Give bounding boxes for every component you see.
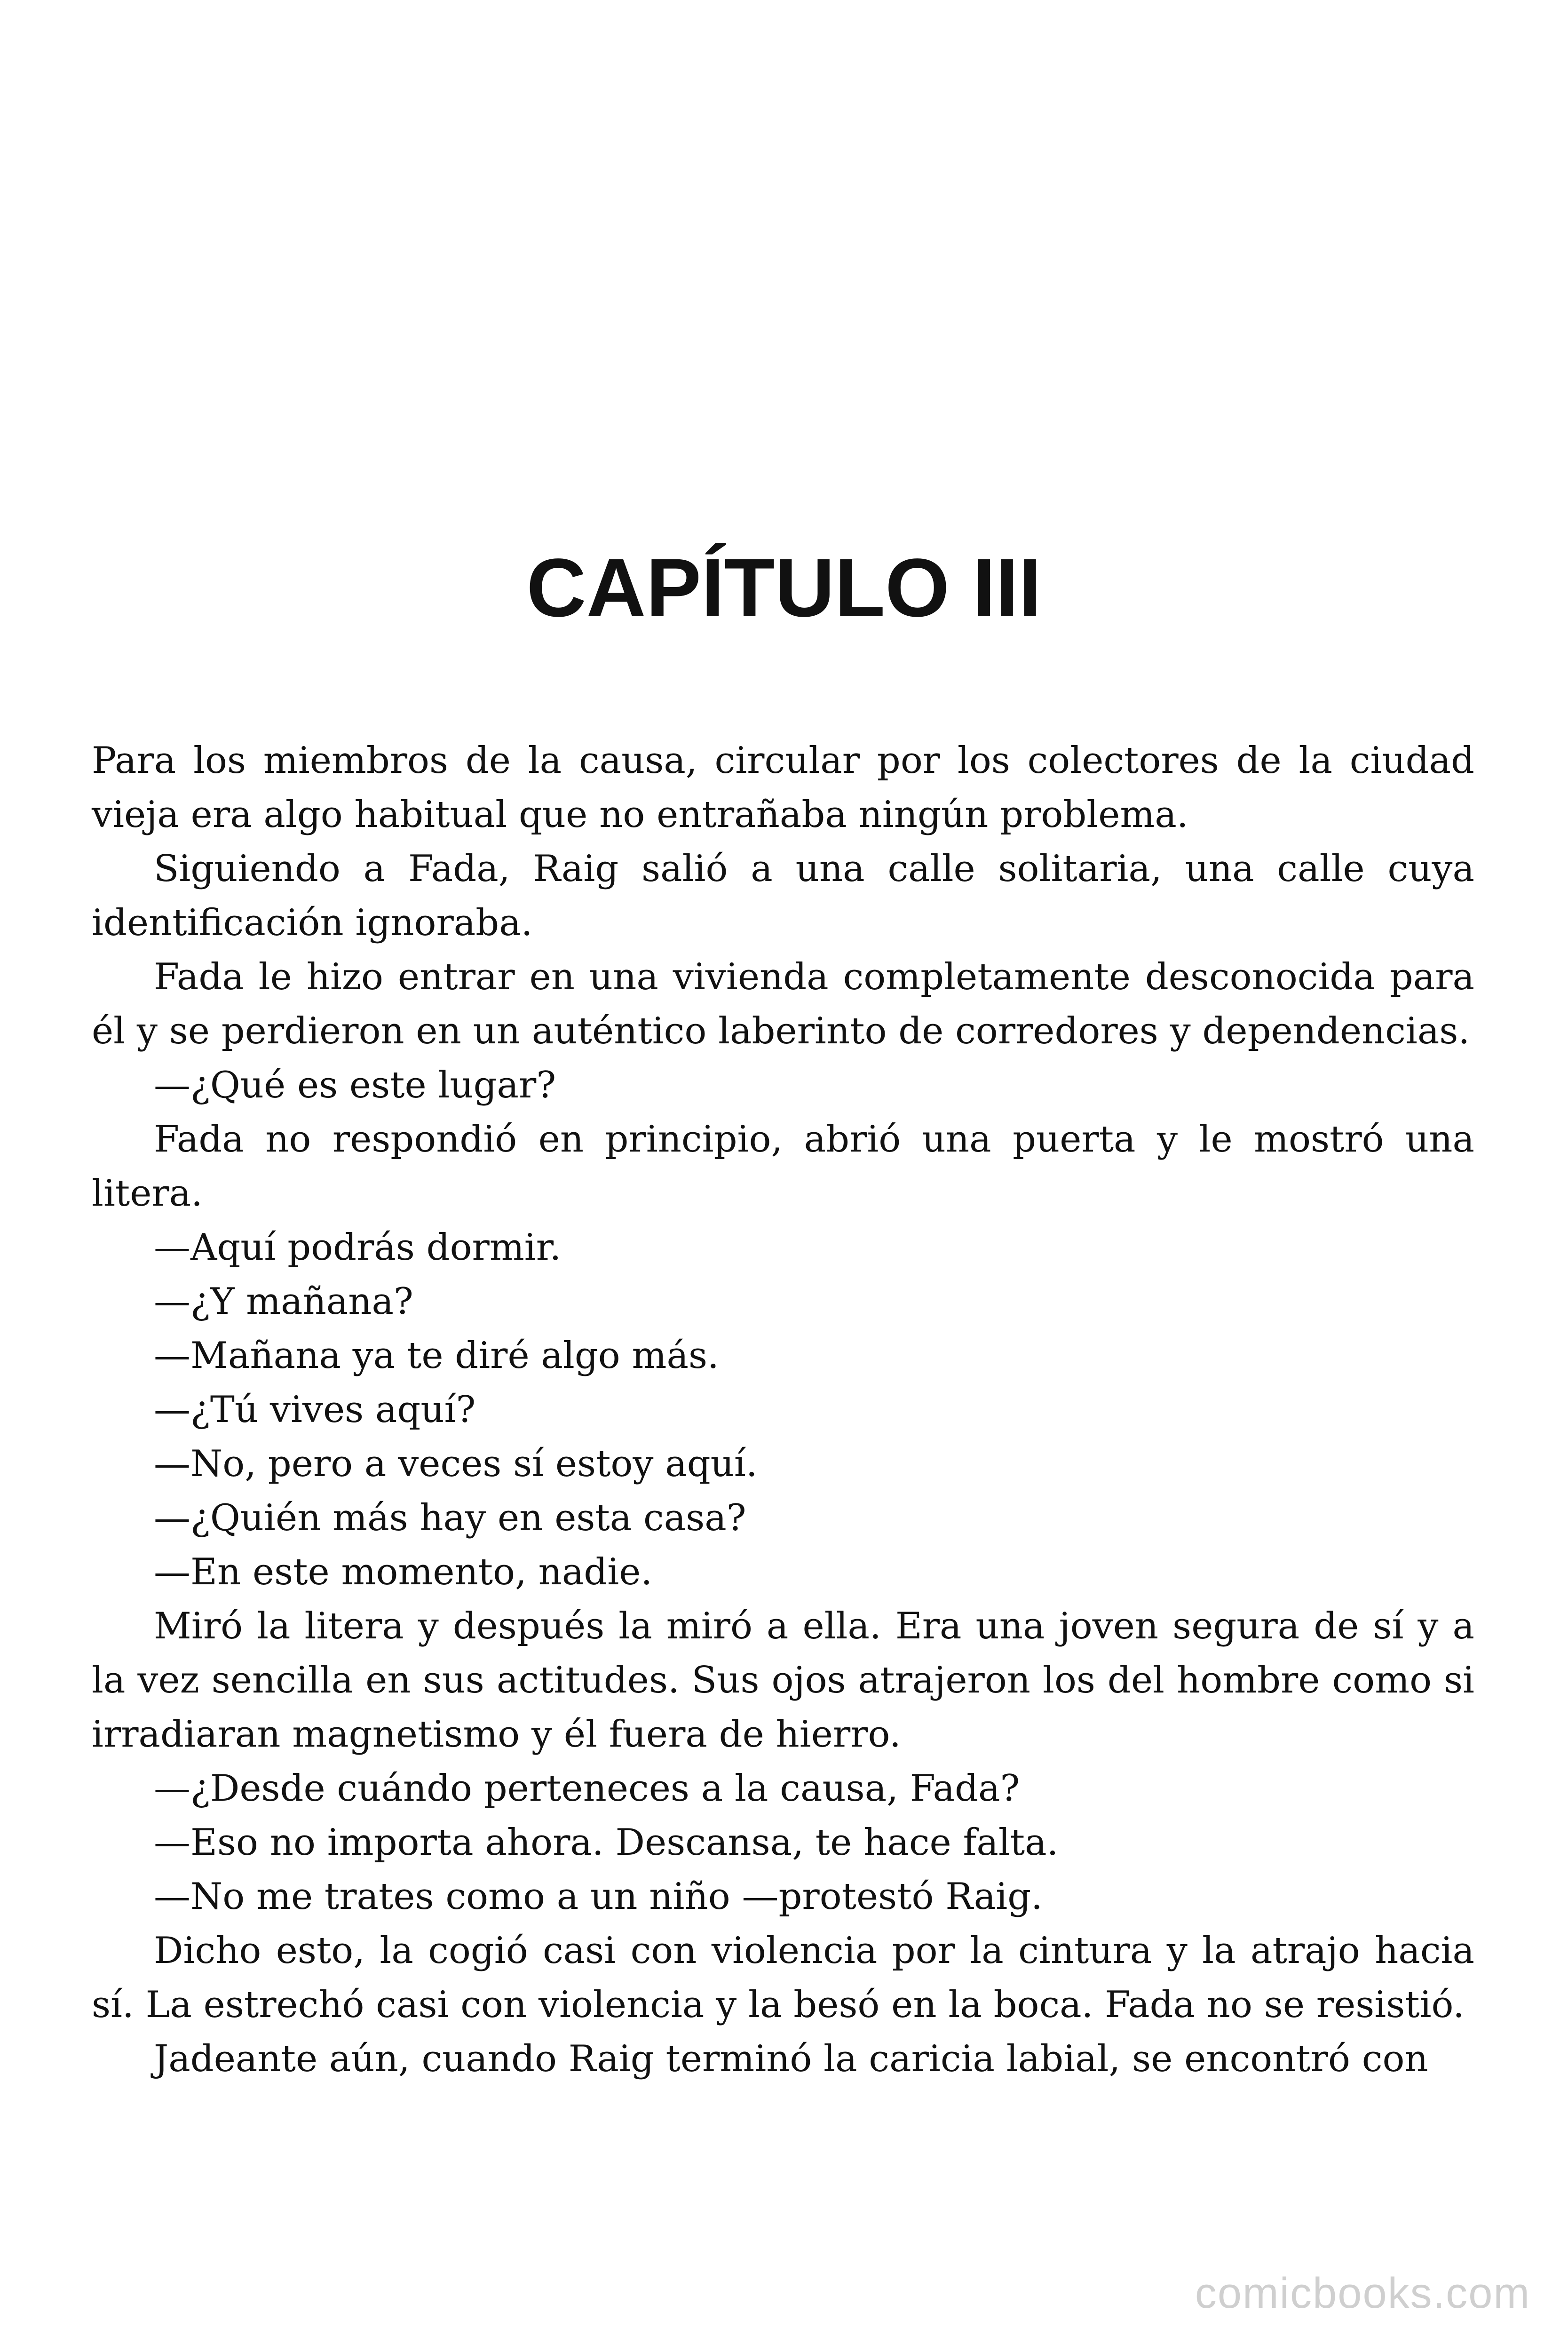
dialogue-line: —Aquí podrás dormir. bbox=[154, 1226, 562, 1269]
dialogue-line: —No me trates como a un niño —protestó Raig. bbox=[154, 1875, 1043, 1918]
paragraph: Fada le hizo entrar en una vivienda completamente desconocida para él y se perdieron en un auténtico laberinto de corredores y dependencias. bbox=[92, 956, 1474, 1052]
chapter-title: CAPÍTULO III bbox=[526, 542, 1042, 634]
watermark: comicbooks.com bbox=[1195, 2269, 1530, 2317]
chapter-body bbox=[92, 734, 1474, 2086]
dialogue-line: —En este momento, nadie. bbox=[154, 1551, 653, 1593]
dialogue-line: —¿Quién más hay en esta casa? bbox=[154, 1497, 746, 1539]
dialogue-line: —¿Qué es este lugar? bbox=[154, 1064, 556, 1106]
paragraph: Fada no respondió en principio, abrió una puerta y le mostró una litera. bbox=[92, 1118, 1474, 1215]
dialogue-line: —Mañana ya te diré algo más. bbox=[154, 1335, 719, 1377]
paragraph: Dicho esto, la cogió casi con violencia por la cintura y la atrajo hacia sí. La estrechó casi con violencia y la besó en la boca. Fada no se resistió. bbox=[92, 1930, 1474, 2026]
paragraph: Para los miembros de la causa, circular por los colectores de la ciudad vieja era algo habitual que no entrañaba ningún problema. bbox=[92, 739, 1474, 836]
dialogue-line: —¿Desde cuándo perteneces a la causa, Fada? bbox=[154, 1767, 1020, 1810]
paragraph: Siguiendo a Fada, Raig salió a una calle solitaria, una calle cuya identificación ignoraba. bbox=[92, 848, 1474, 944]
dialogue-line: —Eso no importa ahora. Descansa, te hace falta. bbox=[154, 1821, 1059, 1864]
paragraph: Jadeante aún, cuando Raig terminó la caricia labial, se encontró con bbox=[154, 2038, 1428, 2080]
paragraph: Miró la litera y después la miró a ella. Era una joven segura de sí y a la vez sencilla en sus actitudes. Sus ojos atrajeron los del hombre como si irradiaran magnetismo y él fuera de hierro. bbox=[92, 1605, 1474, 1756]
dialogue-line: —¿Y mañana? bbox=[154, 1280, 413, 1323]
dialogue-line: —No, pero a veces sí estoy aquí. bbox=[154, 1443, 758, 1485]
dialogue-line: —¿Tú vives aquí? bbox=[154, 1389, 476, 1431]
